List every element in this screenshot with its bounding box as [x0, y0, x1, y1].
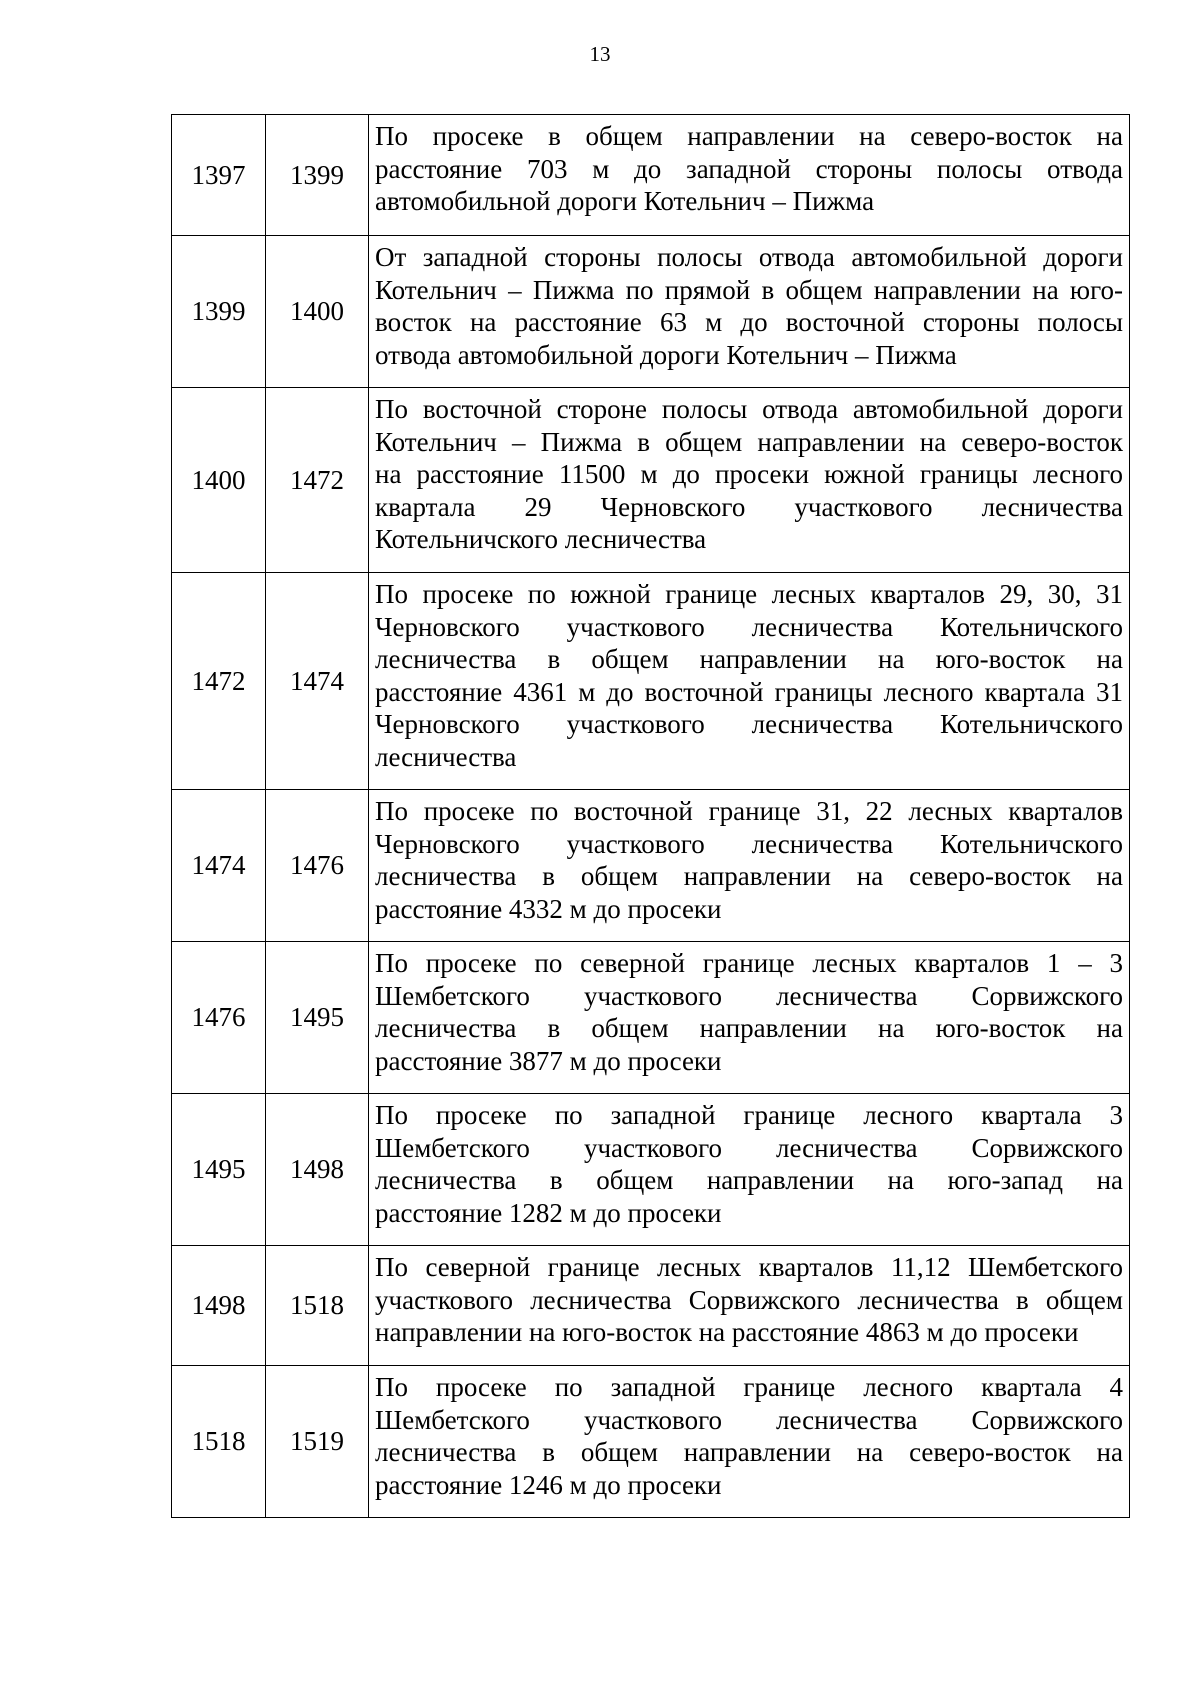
page-number: 13 [589, 42, 611, 66]
from-point-cell: 1399 [172, 236, 266, 388]
description-line: лесничества в общем направлении на юго-восток на [375, 1013, 1123, 1044]
from-point-cell: 1400 [172, 388, 266, 573]
description-line: По просеке в общем направлении на северо-восток на [375, 121, 1123, 151]
from-point-cell: 1495 [172, 1094, 266, 1246]
description-line: По просеке по восточной границе 31, 22 лесных кварталов [375, 796, 1123, 826]
table-row [172, 236, 1130, 388]
description-line: Черновского участкового лесничества Котельничского [375, 828, 1123, 859]
description-cell [369, 115, 1130, 236]
table-row [172, 115, 1130, 236]
description-cell [369, 942, 1130, 1094]
description-line: расстояние 4332 м до просеки [375, 893, 722, 924]
description-line: на расстояние 11500 м до просеки южной границы лесного [375, 459, 1123, 490]
to-point-cell: 1518 [266, 1246, 369, 1366]
to-point-cell: 1400 [266, 236, 369, 388]
to-point-cell: 1498 [266, 1094, 369, 1246]
table-row [172, 1094, 1130, 1246]
to-point-cell: 1476 [266, 790, 369, 942]
description-line: От западной стороны полосы отвода автомобильной дороги [375, 242, 1123, 272]
description-line: участкового лесничества Сорвижского лесничества в общем [375, 1284, 1123, 1315]
table-row [172, 942, 1130, 1094]
description-cell [369, 236, 1130, 388]
description-line: расстояние 703 м до западной стороны полосы отвода [375, 153, 1123, 184]
from-point-cell: 1476 [172, 942, 266, 1094]
description-cell [369, 790, 1130, 942]
description-line: По северной границе лесных кварталов 11,12 Шембетского [375, 1252, 1123, 1282]
description-line: лесничества в общем направлении на юго-запад на [375, 1165, 1123, 1196]
table-row [172, 1366, 1130, 1518]
description-line: лесничества в общем направлении на юго-восток на [375, 644, 1123, 675]
to-point-cell: 1495 [266, 942, 369, 1094]
description-line: Котельничского лесничества [375, 524, 707, 555]
description-line: расстояние 4361 м до восточной границы лесного квартала 31 [375, 676, 1123, 707]
description-line: По просеке по южной границе лесных кварталов 29, 30, 31 [375, 579, 1123, 609]
description-line: лесничества в общем направлении на северо-восток на [375, 861, 1123, 892]
description-line: отвода автомобильной дороги Котельнич – Пижма [375, 339, 957, 370]
description-line: лесничества в общем направлении на северо-восток на [375, 1437, 1123, 1468]
table-row [172, 388, 1130, 573]
from-point-cell: 1498 [172, 1246, 266, 1366]
description-line: лесничества [375, 741, 517, 772]
from-point-cell: 1474 [172, 790, 266, 942]
description-cell [369, 1366, 1130, 1518]
description-line: автомобильной дороги Котельнич – Пижма [375, 186, 875, 217]
description-line: расстояние 3877 м до просеки [375, 1045, 722, 1076]
boundary-description-table [171, 114, 1130, 1518]
from-point-cell: 1518 [172, 1366, 266, 1518]
description-line: Котельнич – Пижма в общем направлении на северо-восток [375, 426, 1123, 457]
description-line: Шембетского участкового лесничества Сорвижского [375, 1404, 1123, 1435]
to-point-cell: 1399 [266, 115, 369, 236]
description-line: направлении на юго-восток на расстояние 4863 м до просеки [375, 1317, 1079, 1348]
from-point-cell: 1472 [172, 573, 266, 790]
to-point-cell: 1474 [266, 573, 369, 790]
description-line: расстояние 1246 м до просеки [375, 1469, 722, 1500]
description-line: квартала 29 Черновского участкового лесничества [375, 491, 1123, 522]
description-line: Черновского участкового лесничества Котельничского [375, 709, 1123, 740]
description-cell [369, 1094, 1130, 1246]
description-cell [369, 573, 1130, 790]
description-line: Черновского участкового лесничества Котельничского [375, 611, 1123, 642]
table-row [172, 1246, 1130, 1366]
description-line: Шембетского участкового лесничества Сорвижского [375, 980, 1123, 1011]
description-line: По просеке по западной границе лесного квартала 4 [375, 1372, 1123, 1402]
table-row [172, 573, 1130, 790]
description-line: По восточной стороне полосы отвода автомобильной дороги [375, 394, 1123, 424]
description-line: Шембетского участкового лесничества Сорвижского [375, 1132, 1123, 1163]
from-point-cell: 1397 [172, 115, 266, 236]
description-line: Котельнич – Пижма по прямой в общем направлении на юго- [375, 274, 1123, 305]
description-line: По просеке по северной границе лесных кварталов 1 – 3 [375, 948, 1123, 978]
to-point-cell: 1472 [266, 388, 369, 573]
description-line: По просеке по западной границе лесного квартала 3 [375, 1100, 1123, 1130]
table-body [172, 115, 1130, 1518]
table-row [172, 790, 1130, 942]
to-point-cell: 1519 [266, 1366, 369, 1518]
description-cell [369, 388, 1130, 573]
description-line: восток на расстояние 63 м до восточной стороны полосы [375, 307, 1123, 338]
description-cell [369, 1246, 1130, 1366]
description-line: расстояние 1282 м до просеки [375, 1197, 722, 1228]
